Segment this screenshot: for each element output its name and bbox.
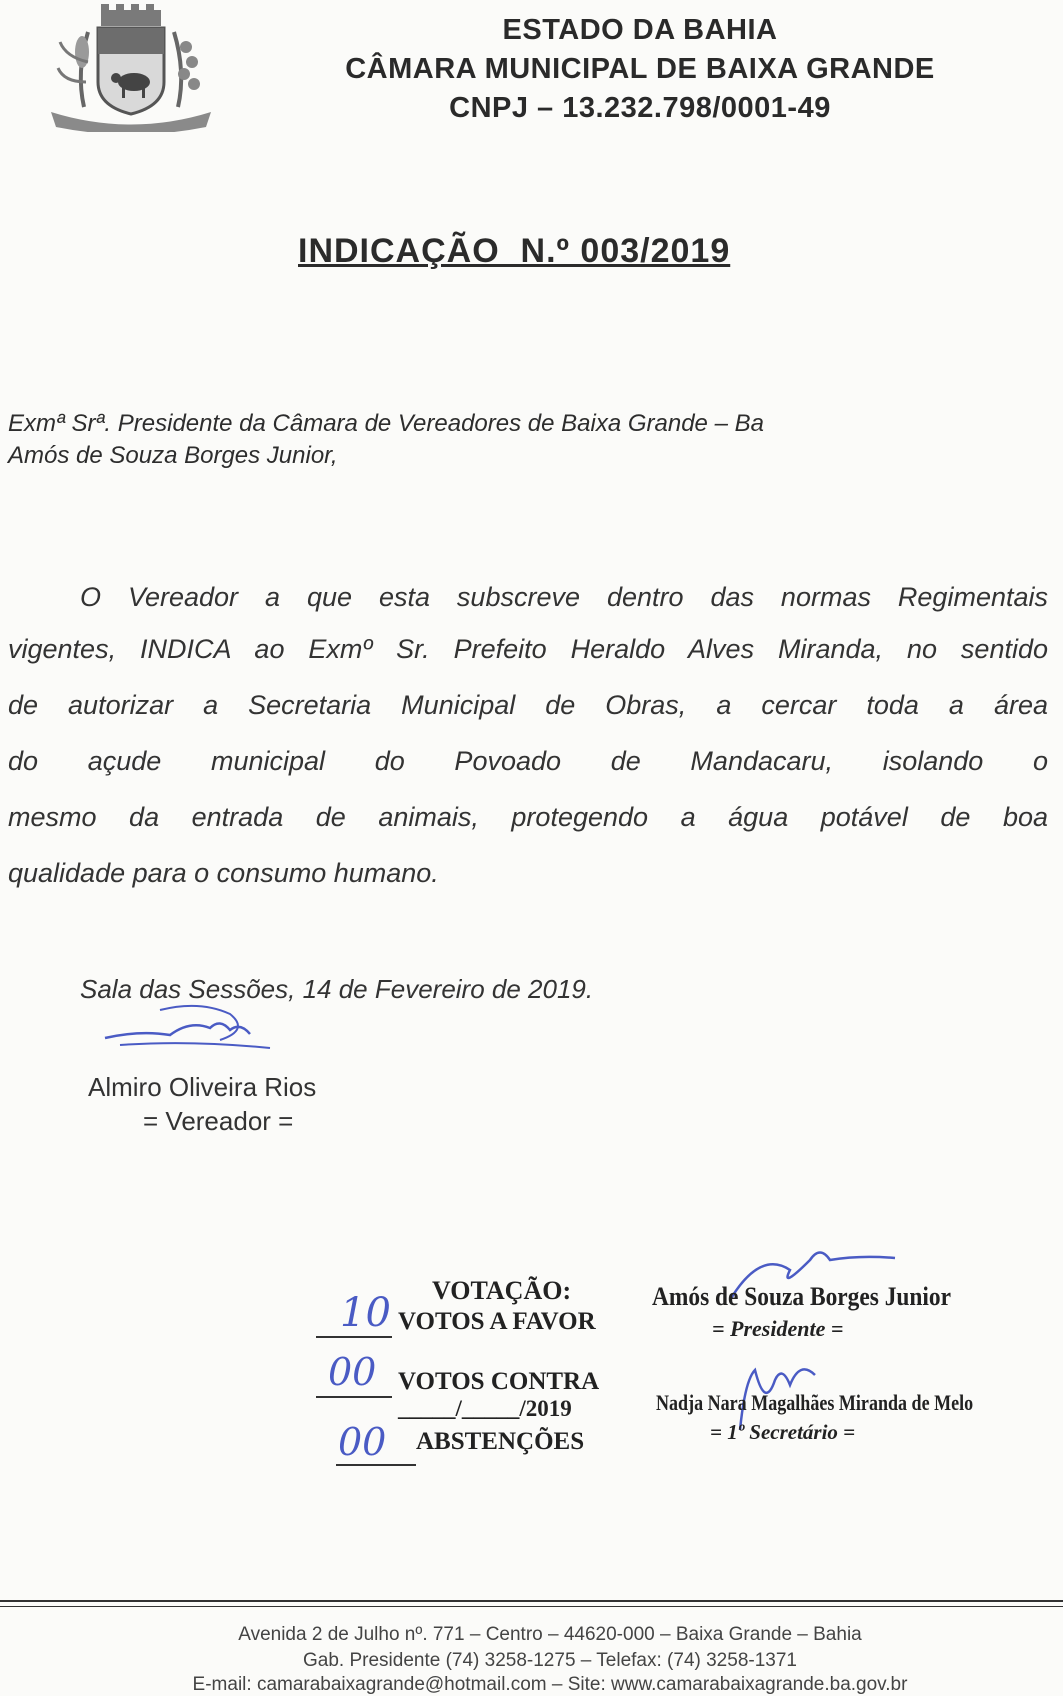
votes-against-label: VOTOS CONTRA <box>398 1368 600 1395</box>
coat-of-arms-icon <box>46 2 216 132</box>
vereador-signature <box>100 1000 280 1070</box>
votes-against-count: 00 <box>328 1350 377 1394</box>
favor-underline <box>316 1336 392 1338</box>
header-state: ESTADO DA BAHIA <box>502 14 778 46</box>
addressee-line-1: Exmª Srª. Presidente da Câmara de Vereadores de Baixa Grande – Ba <box>8 410 764 437</box>
footer-contact: E-mail: camarabaixagrande@hotmail.com – Site: www.camarabaixagrande.ba.gov.br <box>192 1674 908 1695</box>
place-date: Sala das Sessões, 14 de Fevereiro de 2019. <box>80 974 594 1004</box>
footer-address: Avenida 2 de Julho nº. 771 – Centro – 44620-000 – Baixa Grande – Bahia <box>238 1624 862 1645</box>
secretary-name: Nadja Nara Magalhães Miranda de Melo <box>656 1390 974 1415</box>
footer-phones: Gab. Presidente (74) 3258-1275 – Telefax: (74) 3258-1371 <box>303 1650 797 1671</box>
body-line-3: de autorizar a Secretaria Municipal de Obras, a cercar toda a área <box>8 690 1048 720</box>
body-line-1: O Vereador a que esta subscreve dentro das normas Regimentais <box>80 582 1048 612</box>
votes-favor-label: VOTOS A FAVOR <box>398 1308 596 1335</box>
footer-rule-top <box>0 1600 1063 1602</box>
against-underline <box>316 1396 392 1398</box>
abstention-label: ABSTENÇÕES <box>416 1428 585 1455</box>
voting-date-line: _____/_____/2019 <box>398 1396 572 1421</box>
body-line-5: mesmo da entrada de animais, protegendo a água potável de boa <box>8 802 1048 832</box>
signer-role: = Vereador = <box>143 1106 294 1136</box>
footer-rule-bottom <box>0 1606 1063 1607</box>
body-line-2: vigentes, INDICA ao Exmº Sr. Prefeito Heraldo Alves Miranda, no sentido <box>8 634 1048 664</box>
secretary-role: = 1º Secretário = <box>710 1420 856 1444</box>
header-chamber: CÂMARA MUNICIPAL DE BAIXA GRANDE <box>345 53 935 85</box>
abstention-underline <box>336 1464 416 1466</box>
addressee-line-2: Amós de Souza Borges Junior, <box>8 442 338 469</box>
header-cnpj: CNPJ – 13.232.798/0001-49 <box>449 92 831 124</box>
voting-heading: VOTAÇÃO: <box>432 1276 572 1305</box>
signer-name: Almiro Oliveira Rios <box>88 1072 317 1102</box>
body-line-4: do açude municipal do Povoado de Mandacaru, isolando o <box>8 746 1048 776</box>
abstention-count: 00 <box>338 1420 387 1464</box>
document-title: INDICAÇÃO N.º 003/2019 <box>298 232 731 270</box>
votes-favor-count: 10 <box>340 1290 391 1336</box>
body-line-6: qualidade para o consumo humano. <box>8 858 439 888</box>
president-role: = Presidente = <box>712 1316 844 1341</box>
president-name: Amós de Souza Borges Junior <box>652 1282 952 1311</box>
